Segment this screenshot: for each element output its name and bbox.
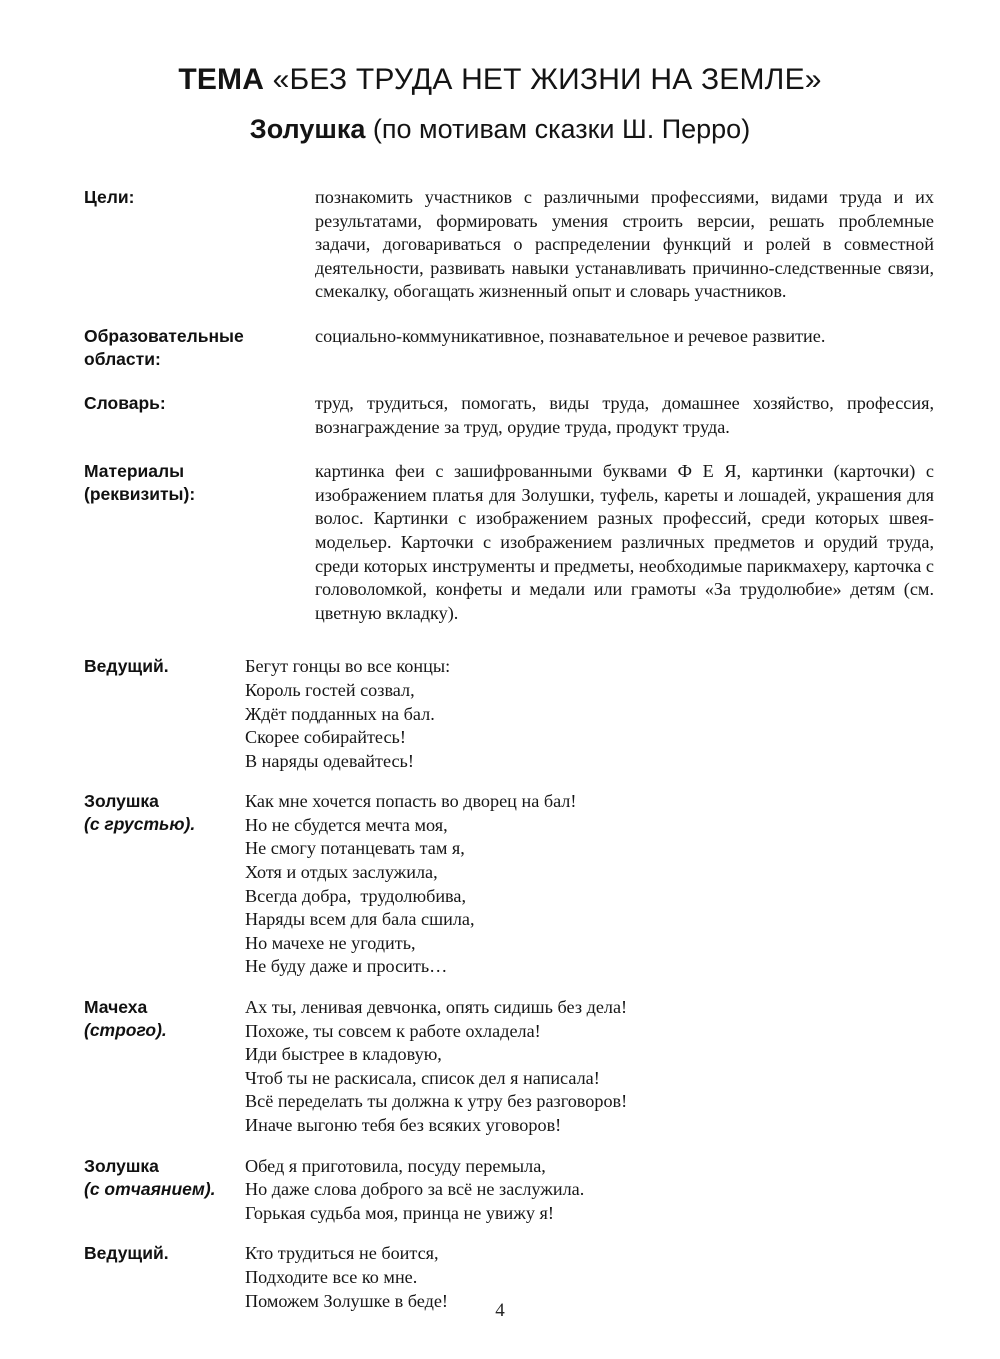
dialogue-line: Король гостей созвал, [245, 679, 415, 700]
dialogue-block [84, 1155, 934, 1226]
section-materials [84, 460, 934, 625]
dialogue-line: Чтоб ты не раскисала, список дел я написала! [245, 1067, 600, 1088]
dialogue-speaker [84, 1242, 245, 1265]
dialogue-line: Иди быстрее в кладовую, [245, 1044, 442, 1065]
dialogue-block [84, 790, 934, 979]
dialogue-block [84, 655, 934, 773]
dialogue-line: Похоже, ты совсем к работе охладела! [245, 1020, 541, 1041]
section-goals-text: познакомить участников с различными профессиями, видами труда и их результатами, формировать умения строить версии, решать проблемные задачи, договариваться о распределении функций и ролей в совместной деятельности, развивать навыки устанавливать причинно-следственные связи, смекалку, обогащать жизненный опыт и словарь участников. [315, 187, 934, 302]
section-areas-text: социально-коммуникативное, познавательное и речевое развитие. [315, 325, 826, 346]
section-areas-label-line1: Образовательные [84, 325, 244, 346]
spacer [84, 979, 934, 996]
dialogue-line: Иначе выгоню тебя без всяких уговоров! [245, 1115, 562, 1135]
dialogue-line: Бегут гонцы во все концы: [245, 656, 451, 677]
dialogue-speaker-name: Ведущий. [84, 1243, 169, 1264]
section-materials-body [315, 460, 934, 625]
dialogue-speaker [84, 790, 245, 836]
spacer [84, 773, 934, 790]
dialogue-line: Но даже слова доброго за всё не заслужила. [245, 1179, 585, 1200]
section-goals-body [315, 186, 934, 304]
section-vocabulary [84, 392, 934, 439]
spacer [84, 625, 934, 655]
page-title [0, 62, 1000, 98]
dialogue-line: Но не сбудется мечта моя, [245, 814, 448, 835]
section-vocabulary-body [315, 392, 934, 439]
spacer [84, 1225, 934, 1242]
section-areas-label [84, 325, 315, 371]
dialogue-line: Но мачехе не угодить, [245, 932, 416, 953]
dialogue-speaker-name: Золушка [84, 1155, 159, 1176]
dialogue-line: Не смогу потанцевать там я, [245, 838, 465, 859]
dialogue-line: Ждёт подданных на бал. [245, 703, 435, 724]
dialogue-line: Хотя и отдых заслужила, [245, 862, 438, 883]
section-areas-label-line2: области: [84, 348, 161, 369]
dialogue-line: В наряды одевайтесь! [245, 750, 414, 771]
spacer [84, 439, 934, 460]
page-subtitle-note: (по мотивам сказки Ш. Перро) [365, 114, 751, 144]
section-materials-label-line1: Материалы [84, 461, 185, 482]
dialogue-line: Всегда добра, трудолюбива, [245, 885, 467, 906]
dialogue-speaker-name: Ведущий. [84, 656, 169, 677]
dialogue-container [84, 655, 934, 1313]
page-title-rest: «БЕЗ ТРУДА НЕТ ЖИЗНИ НА ЗЕМЛЕ» [264, 63, 822, 96]
section-materials-label-line2: (реквизиты): [84, 484, 196, 505]
dialogue-speaker [84, 996, 245, 1042]
dialogue-line: Обед я приготовила, посуду перемыла, [245, 1155, 546, 1176]
section-vocabulary-text: труд, трудиться, помогать, виды труда, домашнее хозяйство, профессия, вознаграждение за труд, орудие труда, продукт труда. [315, 392, 934, 437]
page-subtitle-name: Золушка [249, 114, 366, 144]
dialogue-stage-direction: (строго). [84, 1020, 167, 1041]
dialogue-line: Скорее собирайтесь! [245, 727, 406, 748]
dialogue-line: Ах ты, ленивая девчонка, опять сидишь без дела! [245, 997, 628, 1018]
dialogue-line: Горькая судьба моя, принца не увижу я! [245, 1202, 554, 1223]
title-block [0, 62, 1000, 145]
dialogue-speaker [84, 1155, 245, 1201]
dialogue-lines [245, 1155, 934, 1226]
dialogue-lines [245, 655, 934, 773]
spacer [84, 304, 934, 325]
page-title-keyword: ТЕМА [178, 63, 265, 96]
section-goals-label: Цели: [84, 187, 135, 207]
section-areas-body [315, 325, 934, 349]
spacer [84, 371, 934, 392]
dialogue-line: Наряды всем для бала сшила, [245, 909, 475, 930]
dialogue-block [84, 996, 934, 1138]
section-areas [84, 325, 934, 371]
section-goals [84, 186, 934, 304]
dialogue-speaker-name: Мачеха [84, 997, 148, 1018]
dialogue-speaker-name: Золушка [84, 791, 159, 812]
dialogue-line: Кто трудиться не боится, [245, 1243, 439, 1264]
section-materials-label [84, 460, 315, 506]
page-number: 4 [495, 1300, 505, 1321]
dialogue-lines [245, 790, 934, 979]
dialogue-line: Как мне хочется попасть во дворец на бал! [245, 791, 577, 812]
dialogue-lines [245, 996, 934, 1138]
spacer [84, 1138, 934, 1155]
section-materials-text: картинка феи с зашифрованными буквами Ф Е Я, картинки (карточки) с изображением платья для Золушки, туфель, кареты и лошадей, украшения для волос. Картинки с изображением разных профессий, среди которых швея-модельер. Карточки с изображением различных предметов и орудий труда, среди которых инструменты и предметы, необходимые парикмахеру, карточка с головоломкой, конфеты и медали или грамоты «За трудолюбие» детям (см. цветную вкладку). [315, 461, 934, 623]
dialogue-line: Подходите все ко мне. [245, 1266, 418, 1287]
dialogue-speaker [84, 655, 245, 678]
section-vocabulary-label: Словарь: [84, 392, 166, 413]
dialogue-stage-direction: (с грустью). [84, 814, 196, 835]
dialogue-line: Не буду даже и просить… [245, 956, 448, 977]
page-subtitle [0, 113, 1000, 145]
dialogue-line: Поможем Золушке в беде! [245, 1290, 448, 1311]
dialogue-line: Всё переделать ты должна к утру без разговоров! [245, 1091, 628, 1112]
content-rows [84, 186, 934, 1313]
dialogue-stage-direction: (с отчаянием). [84, 1178, 216, 1199]
